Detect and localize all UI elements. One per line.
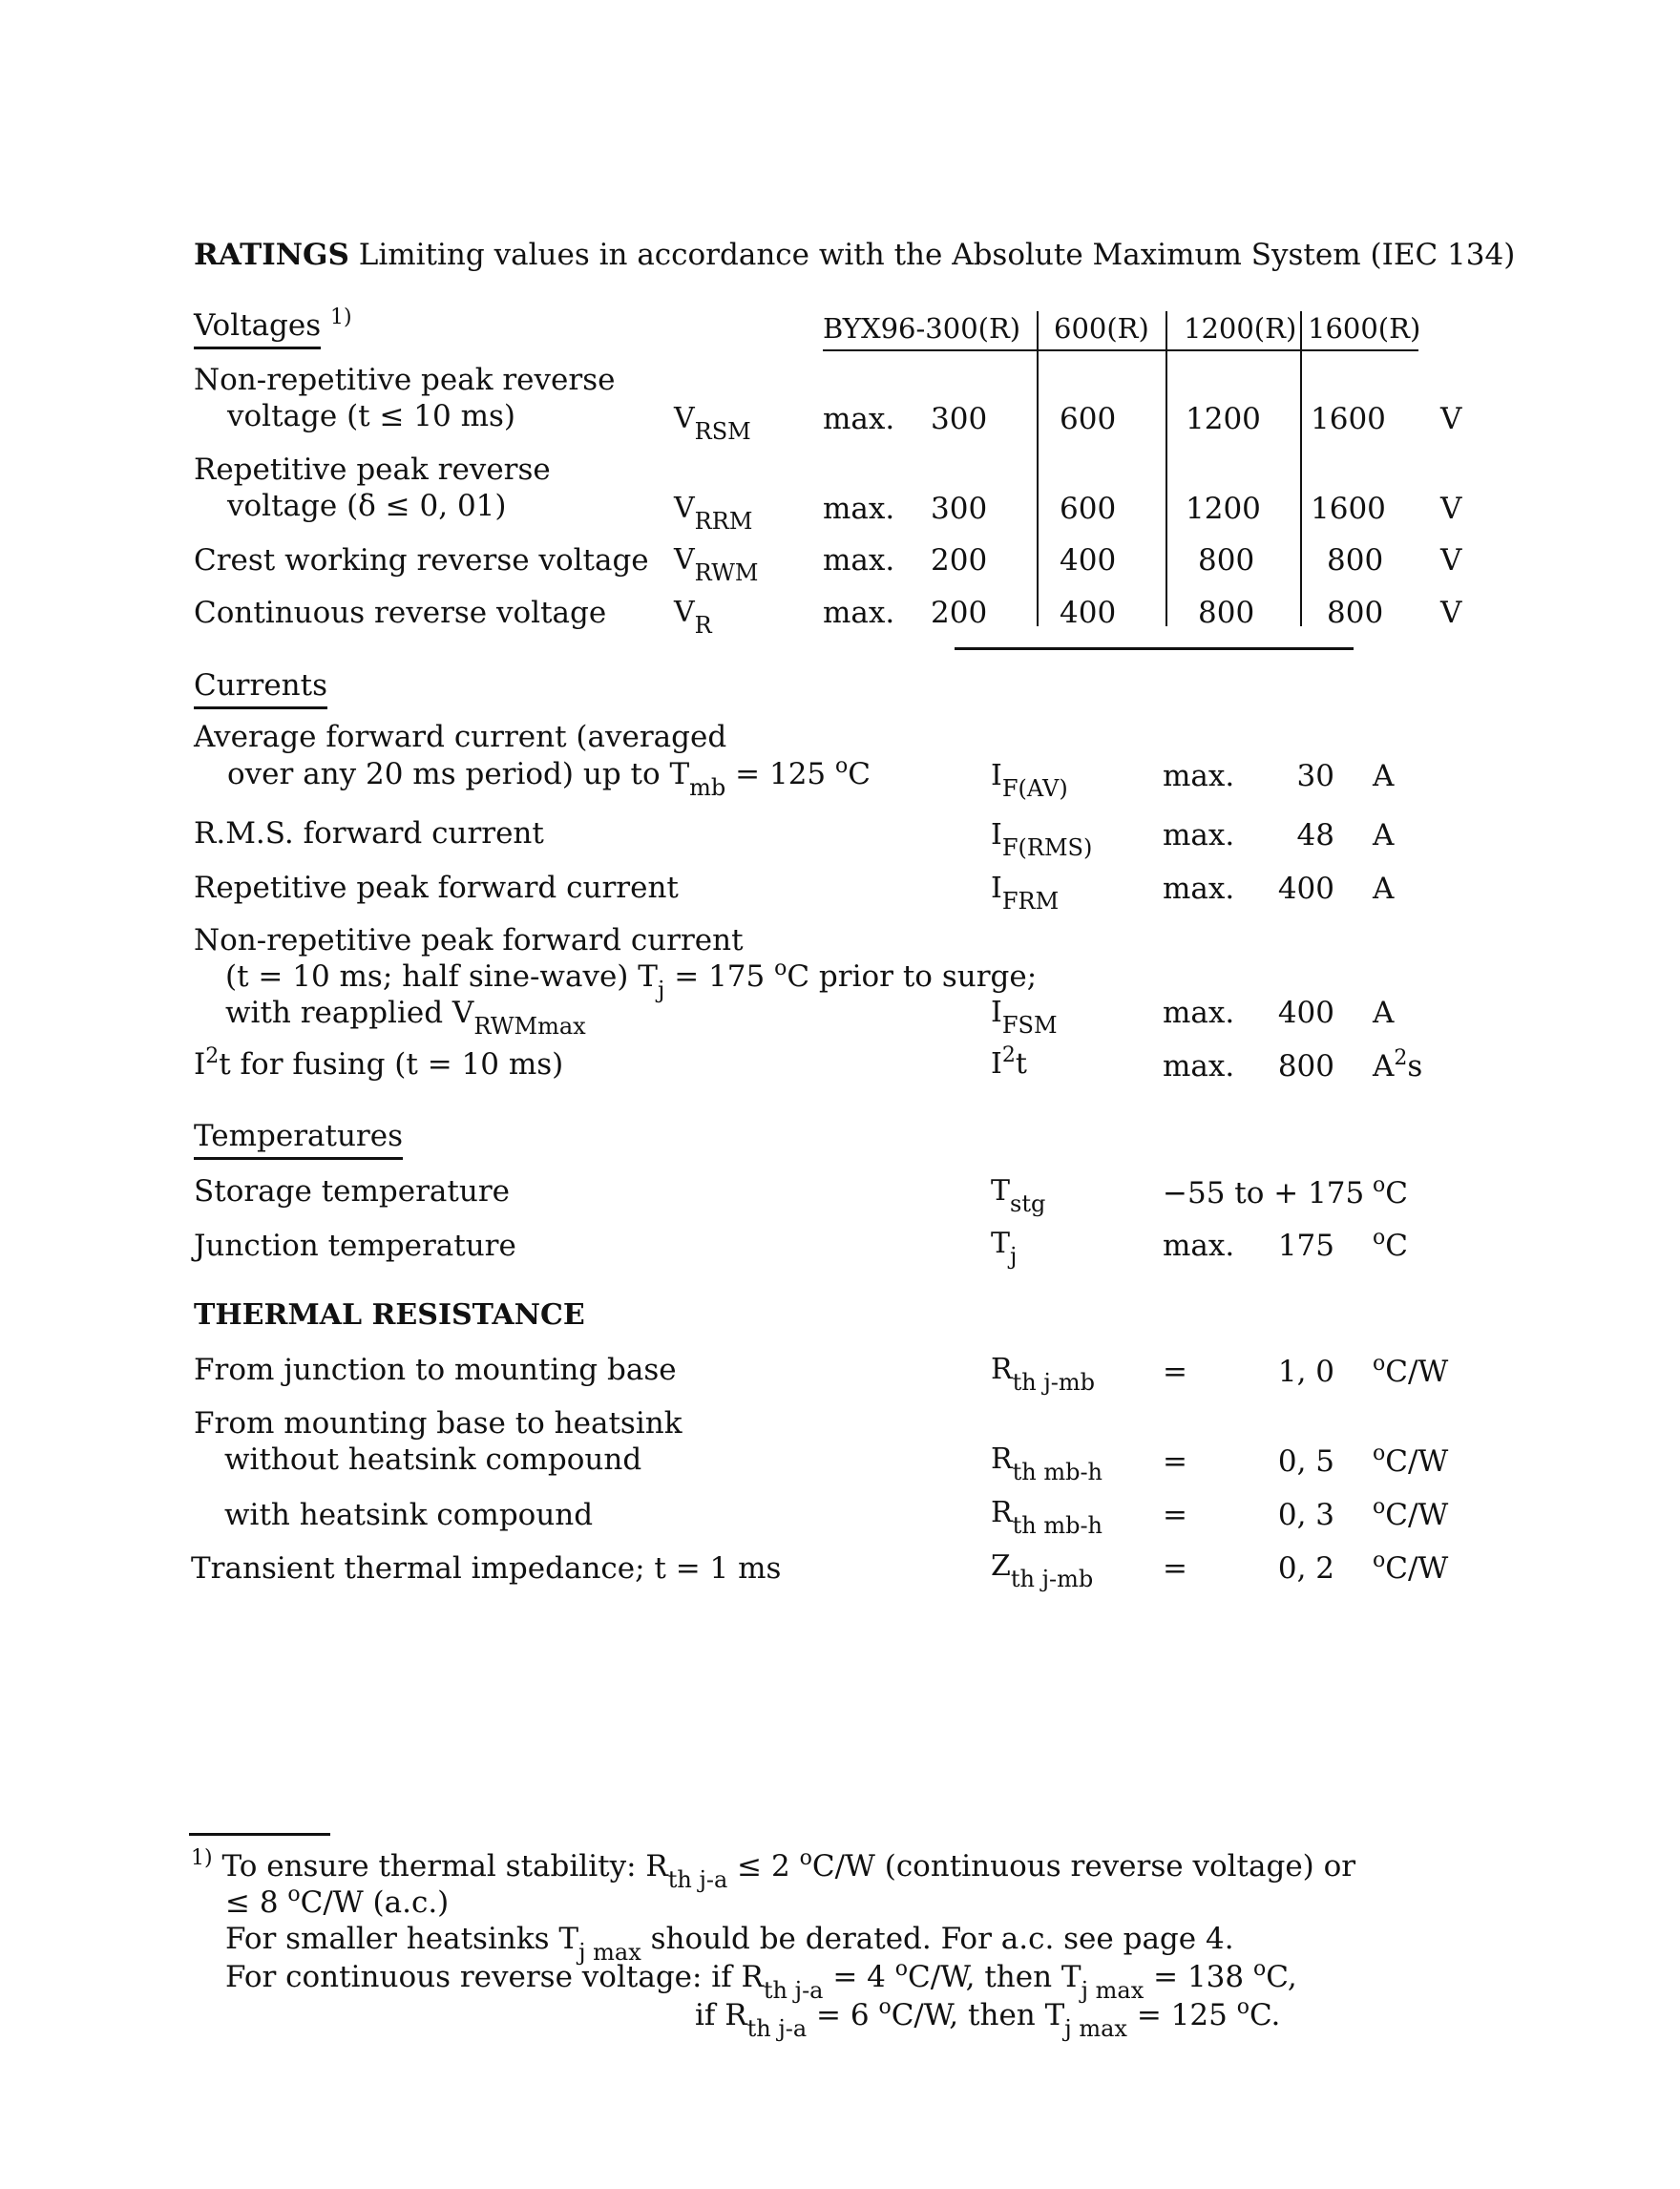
rth-mbh-label-line1: From mounting base to heatsink <box>194 1406 682 1441</box>
footnote-line5: if $R_{th j-a} = 6$ $^o$C/W, then $T_{j max} = 125$ $^o$C. <box>695 1995 1281 2042</box>
vrwm-value-200: 200 <box>931 543 988 578</box>
ifrms-unit: A <box>1373 818 1395 852</box>
rth-jmb-label: From junction to mounting base <box>194 1353 677 1387</box>
rth-jmb-symbol: $R_{th j-mb}$ <box>991 1353 1095 1396</box>
table-bottom-rule <box>955 647 1354 650</box>
footnote-separator <box>189 1833 330 1836</box>
vrrm-label-line2: voltage (δ ≤ 0, 01) <box>227 489 507 523</box>
ifsm-max: max. <box>1163 996 1235 1030</box>
column-divider-1 <box>1037 311 1039 626</box>
column-divider-3 <box>1300 311 1302 626</box>
zth-unit: $^o$C/W <box>1373 1548 1449 1586</box>
i2t-unit: $A^2s$ <box>1373 1046 1423 1084</box>
ifav-symbol: $I_{F(AV)}$ <box>991 759 1068 802</box>
vrsm-max: max. <box>823 402 895 436</box>
ifrms-label: R.M.S. forward current <box>194 816 544 851</box>
vrsm-label-line1: Non-repetitive peak reverse <box>194 363 616 397</box>
vr-value-800b: 800 <box>1327 596 1384 630</box>
voltages-footnote-ref: 1) <box>330 305 352 329</box>
vrwm-label: Crest working reverse voltage <box>194 543 649 578</box>
ifrm-unit: A <box>1373 872 1395 906</box>
vrsm-value-1200: 1200 <box>1186 402 1261 436</box>
ifrm-label: Repetitive peak forward current <box>194 871 679 905</box>
voltages-heading <box>194 305 352 343</box>
vrrm-unit: V <box>1440 492 1462 526</box>
tstg-range: −55 to + 175 <box>1163 1176 1365 1210</box>
vrrm-value-1200: 1200 <box>1186 492 1261 526</box>
rth-mbh-compound-unit: $^o$C/W <box>1373 1495 1449 1532</box>
tstg-label: Storage temperature <box>194 1174 510 1209</box>
vr-value-200: 200 <box>931 596 988 630</box>
tj-symbol: $T_j$ <box>991 1227 1018 1270</box>
vr-symbol: $V_R$ <box>674 596 712 639</box>
vrsm-value-600: 600 <box>1060 402 1117 436</box>
vr-max: max. <box>823 596 895 630</box>
vrrm-symbol: $V_{RRM}$ <box>674 492 753 535</box>
zth-label: Transient thermal impedance; t = 1 ms <box>191 1551 782 1586</box>
i2t-max: max. <box>1163 1049 1235 1084</box>
ifrms-symbol: $I_{F(RMS)}$ <box>991 818 1093 861</box>
vrsm-label-line2: voltage (t ≤ 10 ms) <box>227 399 516 433</box>
rth-mbh-value: 0, 5 <box>1277 1444 1334 1479</box>
ifsm-value: 400 <box>1277 996 1334 1030</box>
rth-jmb-unit: $^o$C/W <box>1373 1352 1449 1389</box>
ifrms-max: max. <box>1163 818 1235 852</box>
vr-label: Continuous reverse voltage <box>194 596 607 630</box>
rth-mbh-compound-symbol: $R_{th mb-h}$ <box>991 1496 1103 1539</box>
vrrm-value-300: 300 <box>931 492 988 526</box>
col-header-4: 1600(R) <box>1308 312 1421 345</box>
vr-value-400: 400 <box>1060 596 1117 630</box>
footnote-line4: For continuous reverse voltage: if $R_{th j-a} = 4$ $^o$C/W, then $T_{j max} = 138$ $^o$C, <box>225 1957 1297 2004</box>
ifav-value: 30 <box>1296 759 1334 793</box>
rth-jmb-value: 1, 0 <box>1277 1355 1334 1389</box>
ifrm-value: 400 <box>1277 872 1334 906</box>
ifrm-symbol: $I_{FRM}$ <box>991 872 1060 915</box>
footnote-line2: ≤ 8 $^o$C/W (a.c.) <box>225 1883 450 1920</box>
vrsm-value-1600: 1600 <box>1311 402 1386 436</box>
rth-mbh-compound-label: with heatsink compound <box>224 1498 594 1532</box>
vrwm-value-800a: 800 <box>1198 543 1255 578</box>
tj-value: 175 <box>1277 1229 1334 1263</box>
col-header-1: BYX96-300(R) <box>823 312 1021 345</box>
col-header-2: 600(R) <box>1054 312 1149 345</box>
ifav-label-line1: Average forward current (averaged <box>194 720 727 754</box>
tj-max: max. <box>1163 1229 1235 1263</box>
vrrm-value-1600: 1600 <box>1311 492 1386 526</box>
i2t-label: $I^2t$ for fusing (t = 10 ms) <box>194 1044 564 1082</box>
ifrm-max: max. <box>1163 872 1235 906</box>
vrwm-max: max. <box>823 543 895 578</box>
ifav-label-line2: over any 20 ms period) up to $T_{mb} = 125$ $^o$C <box>227 754 871 801</box>
tstg-unit: $^o$C <box>1373 1173 1408 1210</box>
rth-mbh-unit: $^o$C/W <box>1373 1442 1449 1479</box>
zth-value: 0, 2 <box>1277 1551 1334 1586</box>
header-underline <box>823 349 1418 351</box>
temperatures-heading: Temperatures <box>194 1122 403 1151</box>
rth-jmb-eq: = <box>1163 1355 1187 1389</box>
vrrm-label-line1: Repetitive peak reverse <box>194 453 551 487</box>
i2t-value: 800 <box>1277 1049 1334 1084</box>
ifrms-value: 48 <box>1296 818 1334 852</box>
ifav-unit: A <box>1373 759 1395 793</box>
i2t-symbol: $I^2t$ <box>991 1043 1027 1081</box>
thermal-heading: THERMAL RESISTANCE <box>194 1298 585 1332</box>
vrrm-max: max. <box>823 492 895 526</box>
vrwm-unit: V <box>1440 543 1462 578</box>
ratings-title: RATINGS <box>194 238 349 272</box>
ifsm-symbol: $I_{FSM}$ <box>991 996 1058 1039</box>
vrsm-symbol: $V_{RSM}$ <box>674 402 751 445</box>
ifav-max: max. <box>1163 759 1235 793</box>
zth-symbol: $Z_{th j-mb}$ <box>991 1549 1094 1592</box>
tj-unit: $^o$C <box>1373 1226 1408 1263</box>
vrsm-unit: V <box>1440 402 1462 436</box>
rth-mbh-label-line2: without heatsink compound <box>224 1442 642 1477</box>
tstg-symbol: $T_{stg}$ <box>991 1174 1046 1217</box>
rth-mbh-eq: = <box>1163 1444 1187 1479</box>
ifsm-label-line2: (t = 10 ms; half sine-wave) $T_j = 175$ $^o$C prior to surge; <box>225 957 1038 1003</box>
rth-mbh-compound-eq: = <box>1163 1498 1187 1532</box>
tj-label: Junction temperature <box>194 1229 516 1263</box>
zth-eq: = <box>1163 1551 1187 1586</box>
vr-unit: V <box>1440 596 1462 630</box>
voltages-heading-text: Voltages <box>194 308 321 349</box>
ratings-subtitle: Limiting values in accordance with the Absolute Maximum System (IEC 134) <box>358 238 1516 272</box>
footnote-line3: For smaller heatsinks $T_{j max}$ should be derated. For a.c. see page 4. <box>225 1922 1234 1966</box>
col-header-3: 1200(R) <box>1184 312 1297 345</box>
ifsm-label-line3: with reapplied $V_{RWMmax}$ <box>225 996 586 1040</box>
footnote-mark: 1) <box>191 1846 213 1870</box>
vrwm-value-800b: 800 <box>1327 543 1384 578</box>
ifsm-unit: A <box>1373 996 1395 1030</box>
column-divider-2 <box>1166 311 1167 626</box>
vrsm-value-300: 300 <box>931 402 988 436</box>
rth-mbh-compound-value: 0, 3 <box>1277 1498 1334 1532</box>
vrwm-symbol: $V_{RWM}$ <box>674 543 759 586</box>
vr-value-800a: 800 <box>1198 596 1255 630</box>
vrwm-value-400: 400 <box>1060 543 1117 578</box>
ifsm-label-line1: Non-repetitive peak forward current <box>194 923 744 958</box>
footnote-line1: $^{1)}$ To ensure thermal stability: $R_{th j-a} \le 2$ $^o$C/W (continuous reverse voltage) or <box>191 1846 1356 1893</box>
rth-mbh-symbol: $R_{th mb-h}$ <box>991 1442 1103 1485</box>
ratings-header <box>194 238 1516 272</box>
vrrm-value-600: 600 <box>1060 492 1117 526</box>
currents-heading: Currents <box>194 671 327 701</box>
